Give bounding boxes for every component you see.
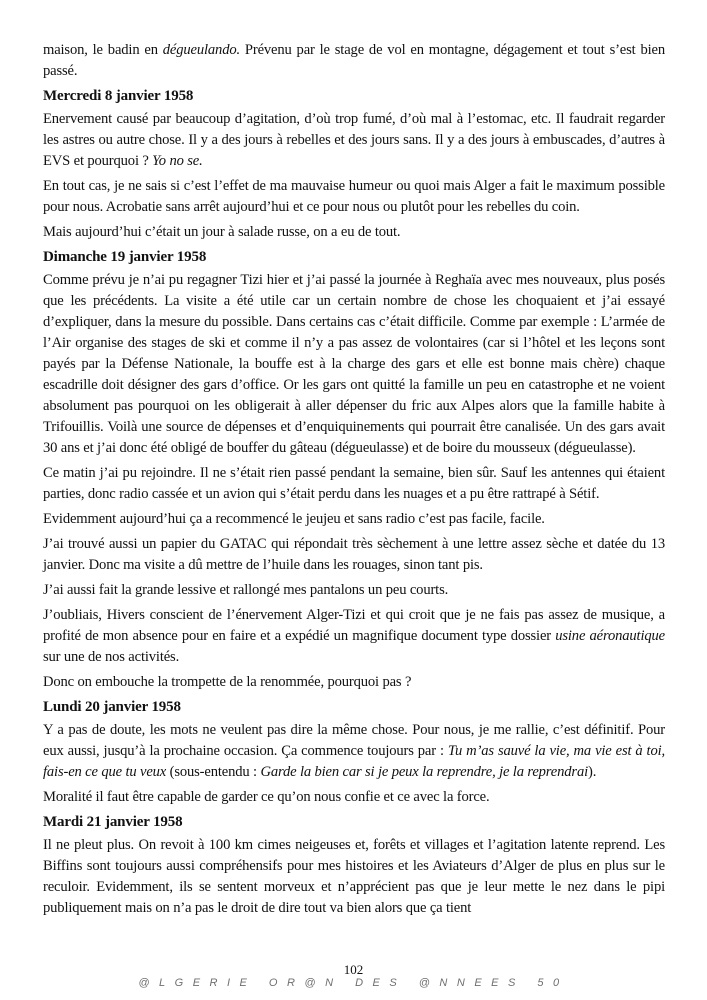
text-run: sur une de nos activités.	[43, 649, 180, 665]
paragraph	[43, 605, 665, 668]
italic-text: usine aéronautique	[555, 628, 665, 644]
paragraph	[43, 176, 665, 218]
entry-date-heading: Dimanche 19 janvier 1958	[43, 249, 207, 265]
italic-text: Tu m’as sauvé la vie, ma vie est à toi, fais-en ce que tu veux	[43, 743, 665, 780]
text-run: Prévenu par le stage de vol en montagne, dégagement et tout s’est bien passé.	[43, 42, 665, 79]
italic-text: dégueulando.	[162, 42, 240, 58]
text-run: J’oubliais, Hivers conscient de l’énervement Alger-Tizi et qui croit que je ne fais pas assez de musique, a profité de mon absence pour en faire et a expédié un magnifique document type dossier	[43, 607, 665, 644]
text-run: Il ne pleut plus. On revoit à 100 km cimes neigeuses et, forêts et villages et l’agitation latente reprend. Les Biffins sont toujours aussi compréhensifs pour mes histoires et les Aviateurs d’Alger de plus en plus sur le reculoir. Evidemment, ils se sentent morveux et n’apprécient pas que je leur mette le nez dans le pipi publiquement mais on n’a pas le droit de dire tout va bien alors que ça tient	[43, 837, 665, 916]
italic-text: Garde la bien car si je peux la reprendre, je la reprendrai	[260, 764, 588, 780]
text-run: ).	[588, 764, 597, 780]
paragraph	[43, 534, 665, 576]
page-body	[43, 40, 665, 923]
paragraph	[43, 787, 665, 808]
text-run: maison, le badin en	[43, 42, 163, 58]
entry-date-heading: Mardi 21 janvier 1958	[43, 814, 183, 830]
text-run: Evidemment aujourd’hui ça a recommencé le jeujeu et sans radio c’est pas facile, facile.	[43, 511, 545, 527]
text-run: Moralité il faut être capable de garder ce qu’on nous confie et ce avec la force.	[43, 789, 490, 805]
paragraph	[43, 835, 665, 919]
paragraph	[43, 720, 665, 783]
italic-text: Yo no se.	[152, 153, 203, 169]
page-number: 102	[343, 962, 364, 977]
text-run: J’ai trouvé aussi un papier du GATAC qui répondait très sèchement à une lettre assez sèche et datée du 13 janvier. Donc ma visite a dû mettre de l’huile dans les rouages, sinon tant pis.	[43, 536, 665, 573]
text-run: Enervement causé par beaucoup d’agitation, d’où trop fumé, d’où mal à l’estomac, etc. Il faudrait regarder les astres ou autre chose. Il y a des jours à rebelles et des jours sans. Il y a des jours à embuscades, d’autres à EVS et pourquoi ?	[43, 111, 665, 169]
paragraph	[43, 509, 665, 530]
paragraph	[43, 270, 665, 459]
text-run: Ce matin j’ai pu rejoindre. Il ne s’était rien passé pendant la semaine, bien sûr. Sauf les antennes qui étaient parties, donc radio cassée et un avion qui s’était perdu dans les nuages et a pu être rattrapé à Sétif.	[43, 465, 665, 502]
paragraph	[43, 463, 665, 505]
text-run: Y a pas de doute, les mots ne veulent pas dire la même chose. Pour nous, je me rallie, c’est définitif. Pour eux aussi, jusqu’à la prochaine occasion. Ça commence toujours par :	[43, 722, 665, 759]
footer-watermark: @LGERIE OR@N DES @NNEES 50	[138, 977, 569, 989]
text-run: En tout cas, je ne sais si c’est l’effet de ma mauvaise humeur ou quoi mais Alger a fait le maximum possible pour nous. Acrobatie sans arrêt aujourd’hui et ce pour nous ou plutôt pour les rebelles du coin.	[43, 178, 665, 215]
paragraph	[43, 222, 665, 243]
text-run: Comme prévu je n’ai pu regagner Tizi hier et j’ai passé la journée à Reghaïa avec mes nouveaux, plus posés que les précédents. La visite a été utile car un certain nombre de chose les choquaient et j’ai essayé d’expliquer, dans la mesure du possible. Dans certains cas c’était difficile. Comme par exemple : L’armée de l’Air organise des stages de ski et comme il n’y a pas assez de volontaires (car si l’hôtel et les leçons sont payés par la Défense Nationale, la bouffe est à la charge des gars et elle est bonne mais chère) chaque escadrille doit désigner des gars d’office. Or les gars ont quitté la famille un peu en catastrophe et ne voient absolument pas pourquoi on les obligerait à aller dépenser du fric aux Alpes alors que la famille habite à Trifouillis. Voilà une source de dépenses et d’enquiquinements qui pourrait être canalisée. Un des gars avait 30 ans et j’ai donc été obligé de bouffer du gâteau (dégueulasse) et de boire du mousseux (dégueulasse).	[43, 272, 665, 456]
paragraph	[43, 580, 665, 601]
entry-date-heading: Mercredi 8 janvier 1958	[43, 88, 194, 104]
text-run: Donc on embouche la trompette de la renommée, pourquoi pas ?	[43, 674, 412, 690]
text-run: (sous-entendu :	[166, 764, 261, 780]
paragraph	[43, 672, 665, 693]
text-run: Mais aujourd’hui c’était un jour à salade russe, on a eu de tout.	[43, 224, 401, 240]
paragraph	[43, 40, 665, 82]
text-run: J’ai aussi fait la grande lessive et rallongé mes pantalons un peu courts.	[43, 582, 449, 598]
paragraph	[43, 109, 665, 172]
entry-date-heading: Lundi 20 janvier 1958	[43, 699, 181, 715]
